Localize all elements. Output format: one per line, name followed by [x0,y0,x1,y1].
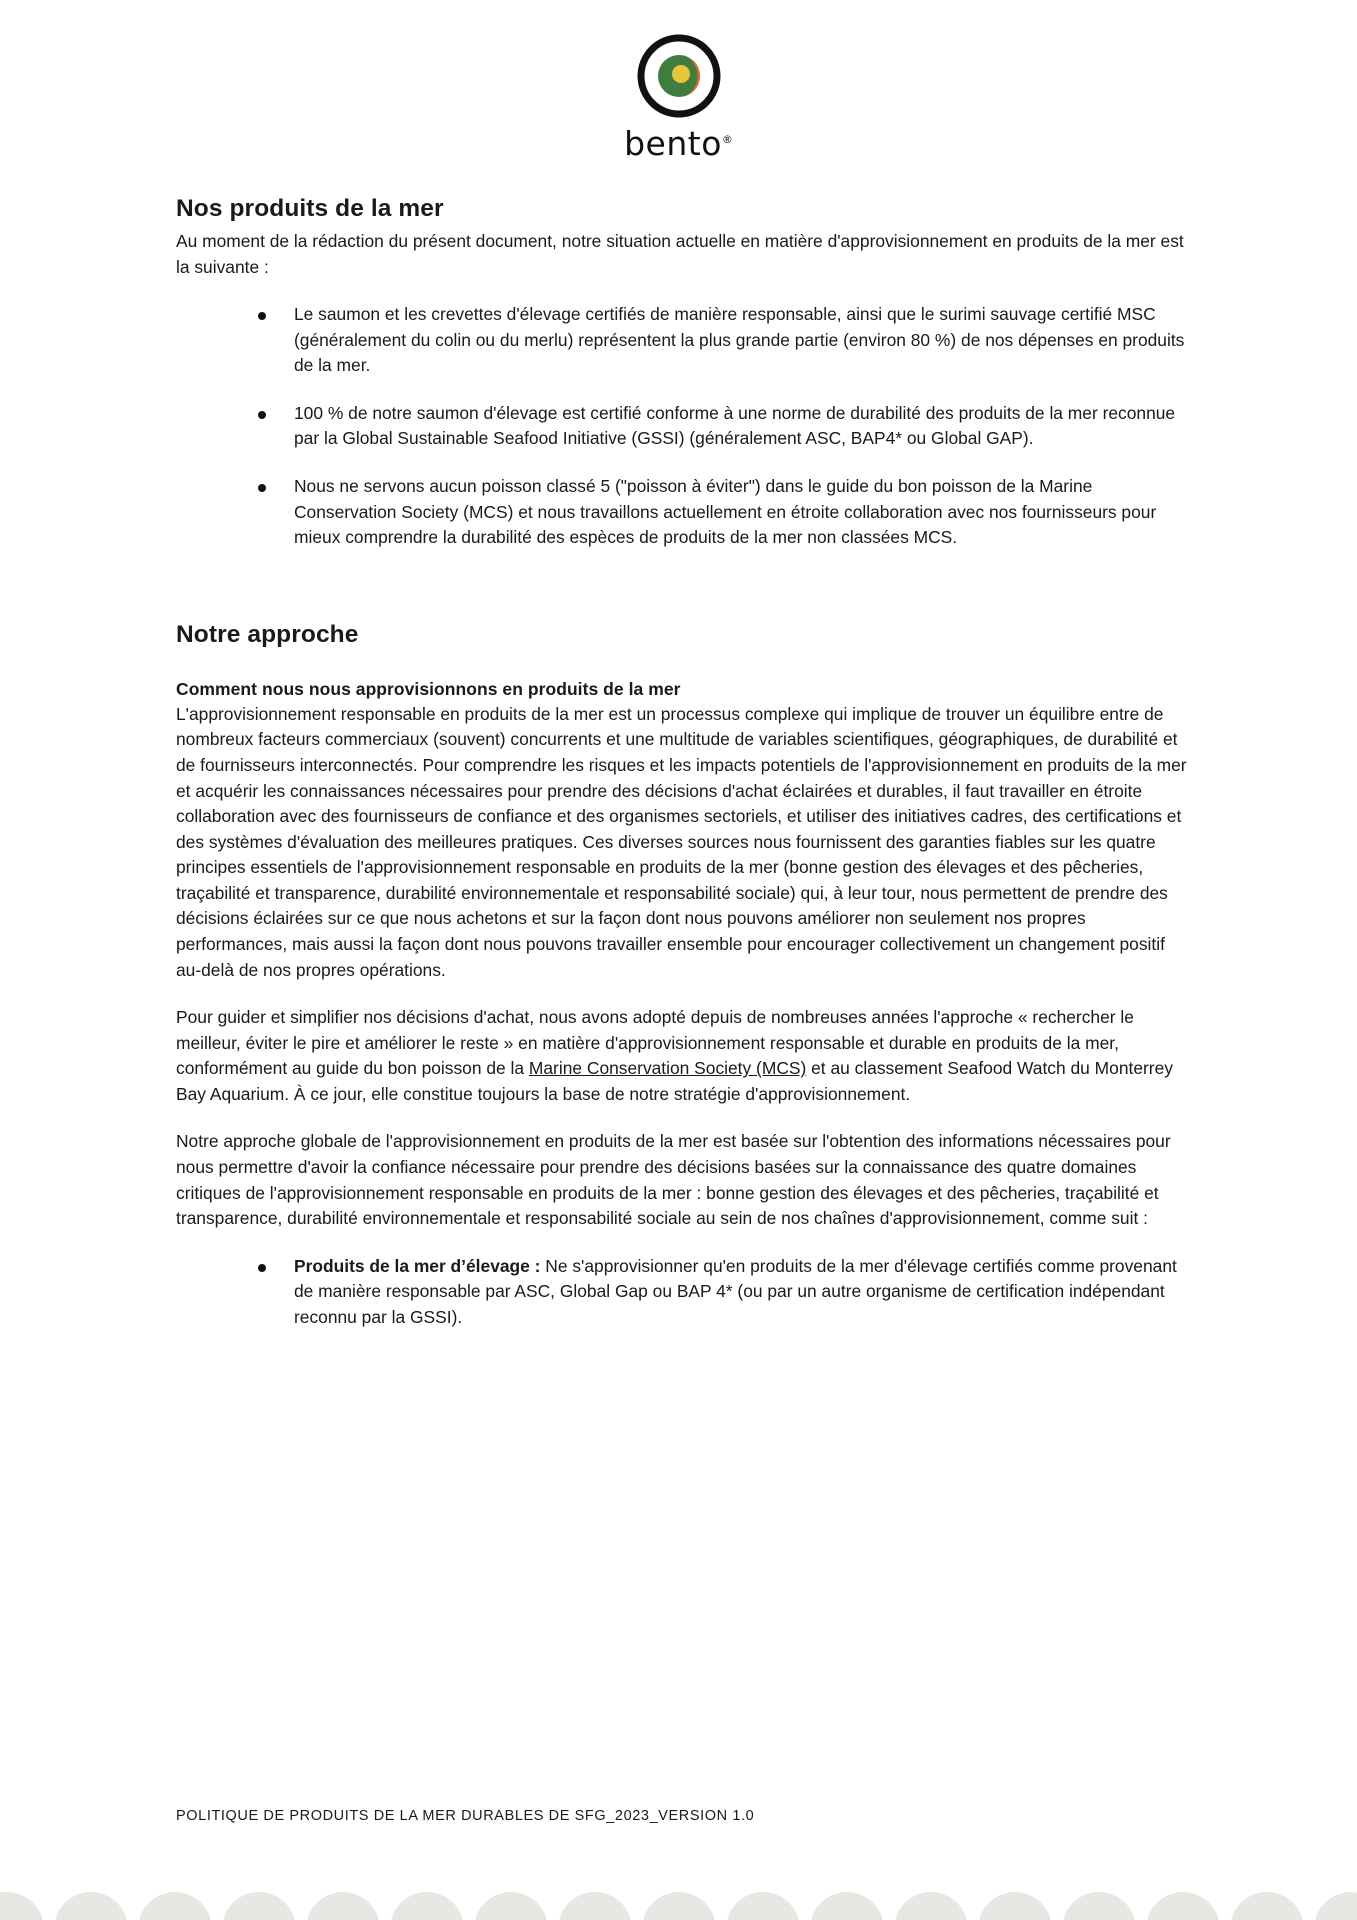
decorative-dot [810,1892,884,1920]
document-body [146,195,1211,1331]
subsection-title-sourcing: Comment nous nous approvisionnons en produits de la mer [176,678,681,699]
page-footer [0,1808,1357,1824]
decorative-dot-band [0,1862,1357,1920]
decorative-dot [1230,1892,1304,1920]
decorative-dot [978,1892,1052,1920]
decorative-dot [0,1892,44,1920]
decorative-dot [558,1892,632,1920]
approach-bullet-list [176,1254,1187,1331]
approach-paragraph-3: Notre approche globale de l'approvisionnement en produits de la mer est basée sur l'obtention des informations nécessaires pour nous permettre d'avoir la confiance nécessaire pour prendre des décisions basées sur la connaissance des quatre domaines critiques de l'approvisionnement responsable en produits de la mer : bonne gestion des élevages et des pêcheries, traçabilité et transparence, durabilité environnementale et responsabilité sociale au sein de nos chaînes d'approvisionnement, comme suit : [176,1131,1171,1229]
decorative-dot [306,1892,380,1920]
decorative-dot [1146,1892,1220,1920]
section-title-seafood: Nos produits de la mer [176,195,444,222]
bento-circle-logo-icon [637,34,721,118]
approach-paragraph-1: L'approvisionnement responsable en produits de la mer est un processus complexe qui implique de trouver un équilibre entre de nombreux facteurs commerciaux (souvent) concurrents et une multitude de variables scientifiques, géographiques, de durabilité et de fournisseurs interconnectés. Pour comprendre les risques et les impacts potentiels de l'approvisionnement en produits de la mer et acquérir les connaissances nécessaires pour prendre des décisions d'achat éclairées et durables, il faut travailler en étroite collaboration avec des fournisseurs de confiance et des organismes sectoriels, et utiliser des initiatives cadres, des certifications et des systèmes d'évaluation des meilleures pratiques. Ces diverses sources nous fournissent des garanties fiables sur les quatre principes essentiels de l'approvisionnement responsable en produits de la mer (bonne gestion des élevages et des pêcheries, traçabilité et transparence, durabilité environnementale et responsabilité sociale) qui, à leur tour, nous permettent de prendre des décisions éclairées sur ce que nous achetons et sur la façon dont nous pouvons améliorer non seulement nos propres performances, mais aussi la façon dont nous pouvons travailler ensemble pour encourager collectivement un changement positif au-delà de nos propres opérations. [176,703,1187,980]
list-item-lead: Produits de la mer d’élevage : [294,1255,541,1276]
decorative-dot [1062,1892,1136,1920]
decorative-dot [222,1892,296,1920]
section-title-approach: Notre approche [176,620,359,648]
brand-name: bento [624,124,722,163]
list-item: 100 % de notre saumon d'élevage est certifié conforme à une norme de durabilité des produits de la mer reconnue par la Global Sustainable Seafood Initiative (GSSI) (généralement ASC, BAP4* ou Global GAP). [242,401,1187,452]
brand-wordmark [624,124,733,163]
decorative-dot [894,1892,968,1920]
list-item-text: Ne s'approvisionner qu'en produits de la mer d'élevage certifiés comme provenant de manière responsable par ASC, Global Gap ou BAP 4* (ou par un autre organisme de certification indépendant reconnu par la GSSI). [294,1255,1177,1327]
list-item: Le saumon et les crevettes d'élevage certifiés de manière responsable, ainsi que le surimi sauvage certifié MSC (généralement du colin ou du merlu) représentent la plus grande partie (environ 80 %) de nos dépenses en produits de la mer. [242,302,1187,379]
mcs-link[interactable]: Marine Conservation Society (MCS) [528,1058,807,1079]
decorative-dot [726,1892,800,1920]
dot-row-front [0,1892,1357,1920]
list-item: Nous ne servons aucun poisson classé 5 ("poisson à éviter") dans le guide du bon poisson de la Marine Conservation Society (MCS) et nous travaillons actuellement en étroite collaboration avec nos fournisseurs pour mieux comprendre la durabilité des espèces de produits de la mer non classées MCS. [242,474,1187,551]
decorative-dot [138,1892,212,1920]
seafood-bullet-list [176,302,1187,551]
seafood-intro-paragraph: Au moment de la rédaction du présent document, notre situation actuelle en matière d'approvisionnement en produits de la mer est la suivante : [176,231,1184,277]
decorative-dot [54,1892,128,1920]
list-item [242,1254,1187,1331]
approach-paragraph-2-part2: et au classement Seafood Watch du Monterrey Bay Aquarium. À ce jour, elle constitue toujours la base de notre stratégie d'approvisionnement. [176,1058,1173,1104]
decorative-dot [642,1892,716,1920]
brand-logo [0,0,1357,163]
approach-paragraph-2 [176,1005,1187,1107]
trademark-symbol: ® [721,133,733,146]
footer-document-reference: POLITIQUE DE PRODUITS DE LA MER DURABLES DE SFG_2023_VERSION 1.0 [176,1808,755,1824]
decorative-dot [390,1892,464,1920]
decorative-dot [474,1892,548,1920]
approach-paragraph-2-part1: Pour guider et simplifier nos décisions d'achat, nous avons adopté depuis de nombreuses années l'approche « rechercher le meilleur, éviter le pire et améliorer le reste » en matière d'approvisionnement responsable et durable en produits de la mer, conformément au guide du bon poisson de la [176,1007,1134,1079]
decorative-dot [1314,1892,1357,1920]
